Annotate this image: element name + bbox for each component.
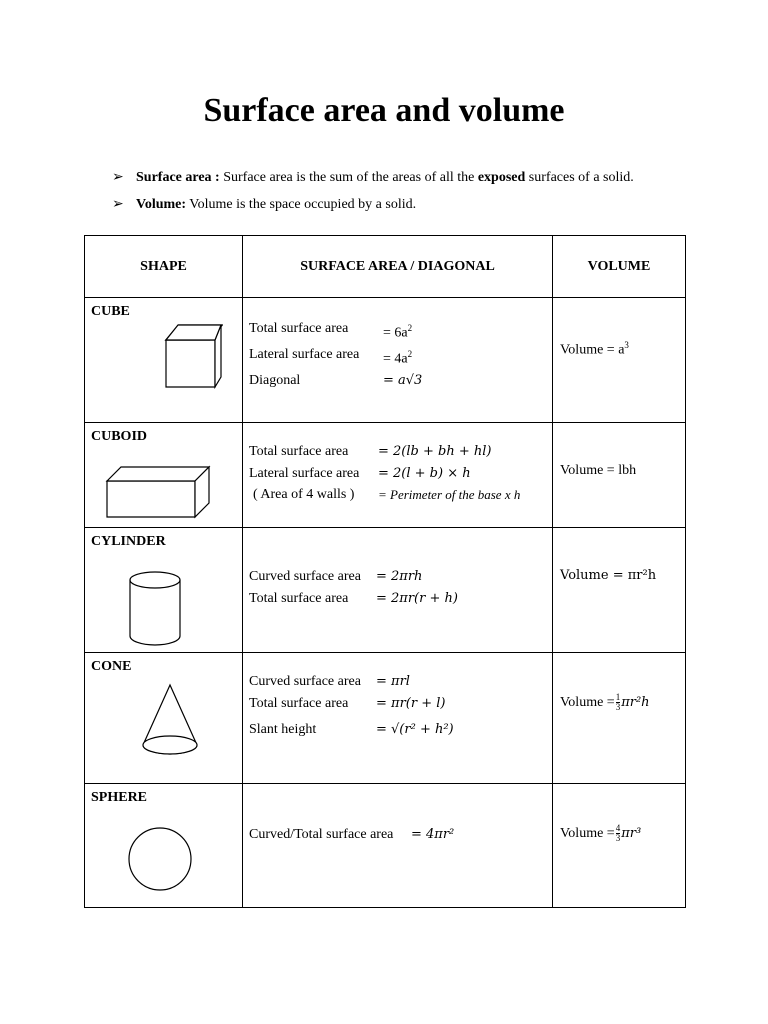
formula-label: ( Area of 4 walls ) [253,487,355,502]
formula-label: Curved surface area [249,569,361,584]
formula-row [249,441,552,463]
formula-row [249,318,552,344]
volume-formula: Volume = lbh [560,463,637,478]
formula-row [249,671,552,693]
definition-text: Volume is the space occupied by a solid. [189,197,417,212]
formula-cell [243,653,553,784]
volume-cell [553,653,686,784]
header-volume: VOLUME [553,236,686,298]
fraction: $\frac{4}{3}$ [615,823,621,843]
formula-cell [243,298,553,423]
table-row [85,528,686,653]
formula-row [249,344,552,370]
formula-row [249,566,552,588]
shape-name: CYLINDER [91,534,166,549]
shape-cell [85,423,243,528]
formula-value: = 2πr(r + h) [376,590,458,606]
shapes-table [84,235,686,908]
formula-label: Total surface area [249,444,349,459]
formula-row [249,824,552,846]
formula-value: = Perimeter of the base x h [378,487,521,502]
shape-cell [85,528,243,653]
formula-row [249,370,552,392]
definition-text: Surface area is the sum of the areas of all the [223,170,475,185]
volume-formula: Volume = $a^3$ [560,340,629,358]
formula-label: Slant height [249,722,317,737]
formula-label: Curved/Total surface area [249,827,394,842]
shape-name: CONE [91,659,132,674]
formula-label: Total surface area [249,695,349,711]
shape-name: SPHERE [91,790,148,805]
formula-label: Total surface area [249,590,349,606]
formula-value: = $4a^2$ [383,349,413,367]
definition-volume [112,196,416,213]
formula-label: Lateral surface area [249,347,360,363]
definition-surface-area [112,169,634,186]
formula-row [249,693,552,715]
shape-cell [85,653,243,784]
table-row [85,784,686,908]
formula-cell [243,423,553,528]
term-label: Volume: [136,197,187,212]
table-row [85,298,686,423]
formula-value: = √(r² + h²) [376,722,454,737]
volume-cell [553,298,686,423]
header-surface-area: SURFACE AREA / DIAGONAL [243,236,553,298]
formula-label: Total surface area [249,321,349,336]
shape-name: CUBOID [91,429,148,444]
formula-cell [243,528,553,653]
volume-formula: Volume = πr²h [560,568,657,583]
formula-label: Diagonal [249,373,301,389]
cube-icon [163,322,223,390]
table-row [85,653,686,784]
formula-row [249,588,552,610]
table-row [85,423,686,528]
volume-cell [553,423,686,528]
term-label: Surface area : [136,170,220,185]
arrow-bullet-icon: ➢ [112,197,124,212]
arrow-bullet-icon: ➢ [112,170,124,185]
formula-value: = 2(lb + bh + hl) [378,444,492,459]
page-title: Surface area and volume [203,92,565,129]
formula-value: = 2(l + b) × h [378,465,471,481]
formula-value: = 4πr² [411,827,455,842]
formula-value: = πr(r + l) [376,695,446,711]
cylinder-icon [127,570,183,648]
table-header-row [85,236,686,298]
volume-cell [553,528,686,653]
cone-icon [140,683,200,765]
formula-row [249,463,552,485]
formula-value: = πrl [376,674,410,689]
header-shape: SHAPE [85,236,243,298]
fraction: $\frac{1}{3}$ [615,692,621,712]
formula-row [249,484,552,506]
formula-value: = a√3 [383,373,423,389]
formula-value: = $6a^2$ [383,323,413,341]
cuboid-icon [105,465,211,519]
volume-formula: Volume = $\frac{1}{3}$ πr²h [560,692,650,712]
sphere-icon [127,826,193,892]
formula-value: = 2πrh [376,569,423,584]
shape-cell [85,784,243,908]
volume-cell [553,784,686,908]
formula-label: Lateral surface area [249,465,360,481]
shape-cell [85,298,243,423]
formula-cell [243,784,553,908]
formula-row [249,719,552,741]
shape-name: CUBE [91,304,130,319]
volume-formula: Volume = $\frac{4}{3}$ πr³ [560,823,642,843]
definition-emphasis: exposed [477,170,526,185]
formula-label: Curved surface area [249,674,361,689]
definition-text: surfaces of a solid. [528,170,634,185]
